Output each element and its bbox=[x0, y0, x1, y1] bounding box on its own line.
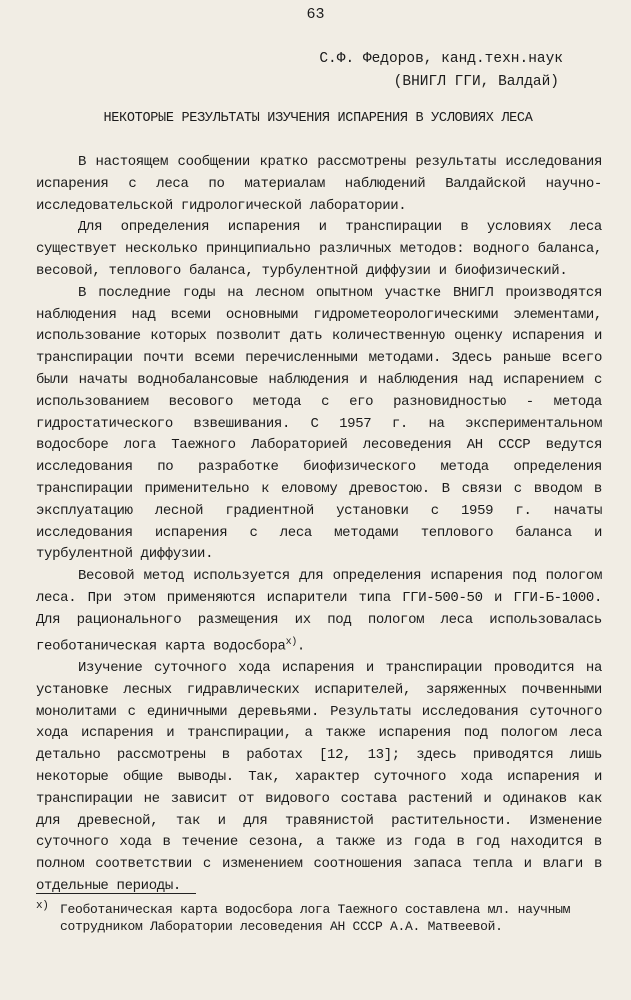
paragraph: В настоящем сообщении кратко рассмотрены результаты исследования испарения с леса по материалам наблюдений Валдайской научно-исследовательской гидрологической лаборатории. bbox=[36, 154, 602, 214]
author-name: С.Ф. Федоров, канд.техн.наук bbox=[319, 51, 563, 67]
paragraph-text: Весовой метод используется для определения испарения под пологом леса. При этом применяются испарители типа ГГИ-500-50 и ГГИ-Б-1000. Для рационального размещения их под пологом леса использовалась геоботаническая карта водосбора bbox=[36, 568, 602, 655]
footnote bbox=[36, 901, 602, 935]
article-title: НЕКОТОРЫЕ РЕЗУЛЬТАТЫ ИЗУЧЕНИЯ ИСПАРЕНИЯ В УСЛОВИЯХ ЛЕСА bbox=[103, 111, 533, 126]
paragraph: Для определения испарения и транспирации в условиях леса существует несколько принципиально различных методов: водного баланса, весовой, теплового баланса, турбулентной диффузии и биофизический. bbox=[36, 219, 602, 279]
footnote-reference: x) bbox=[285, 636, 297, 648]
page-number: 63 bbox=[306, 6, 325, 23]
footnote-marker: x) bbox=[36, 900, 49, 912]
article-body bbox=[36, 152, 602, 898]
footnote-text: Геоботаническая карта водосбора лога Таежного составлена мл. научным сотрудником Лаборатории лесоведения АН СССР А.А. Матвеевой. bbox=[60, 902, 571, 934]
paragraph: Весовой метод используется для определения испарения под пологом леса. При этом применяются испарители типа ГГИ-500-50 и ГГИ-Б-1000. Для рационального размещения их под пологом леса использовалась геоботаническая карта водосбора$^{x)}$. bbox=[36, 568, 602, 655]
paragraph: Изучение суточного хода испарения и транспирации проводится на установке лесных гидравлических испарителей, заряженных почвенными монолитами с единичными деревьями. Результаты исследования суточного хода испарения и транспирации, а также испарения под пологом леса детально рассмотрены в работах [12, 13]; здесь приводятся лишь некоторые общие выводы. Так, характер суточного хода испарения и транспирации не зависит от видового состава растений и одинаков как для древесной, так и для травянистой растительности. Изменение суточного хода в течение сезона, а также из года в год находится в полном соответствии с изменением соотношения запаса тепла и влаги в отдельные периоды. bbox=[36, 659, 602, 894]
author-affiliation: (ВНИГЛ ГГИ, Валдай) bbox=[393, 74, 559, 90]
paragraph: В последние годы на лесном опытном участке ВНИГЛ производятся наблюдения над всеми основными гидрометеорологическими элементами, использование которых позволит дать количественную оценку испарения и транспирации почти всеми перечисленными методами. Здесь раньше всего были начаты воднобалансовые наблюдения и наблюдения над испарением с использованием весового метода с его разновидностью - метода гидростатического взвешивания. С 1957 г. на экспериментальном водосборе лога Таежного Лабораторией лесоведения АН СССР ведутся исследования по разработке биофизического метода определения транспирации применительно к еловому древостою. В связи с вводом в эксплуатацию лесной градиентной установки с 1959 г. начаты исследования испарения с леса методами теплового баланса и турбулентной диффузии. bbox=[36, 284, 602, 563]
footnote-divider bbox=[36, 893, 196, 894]
